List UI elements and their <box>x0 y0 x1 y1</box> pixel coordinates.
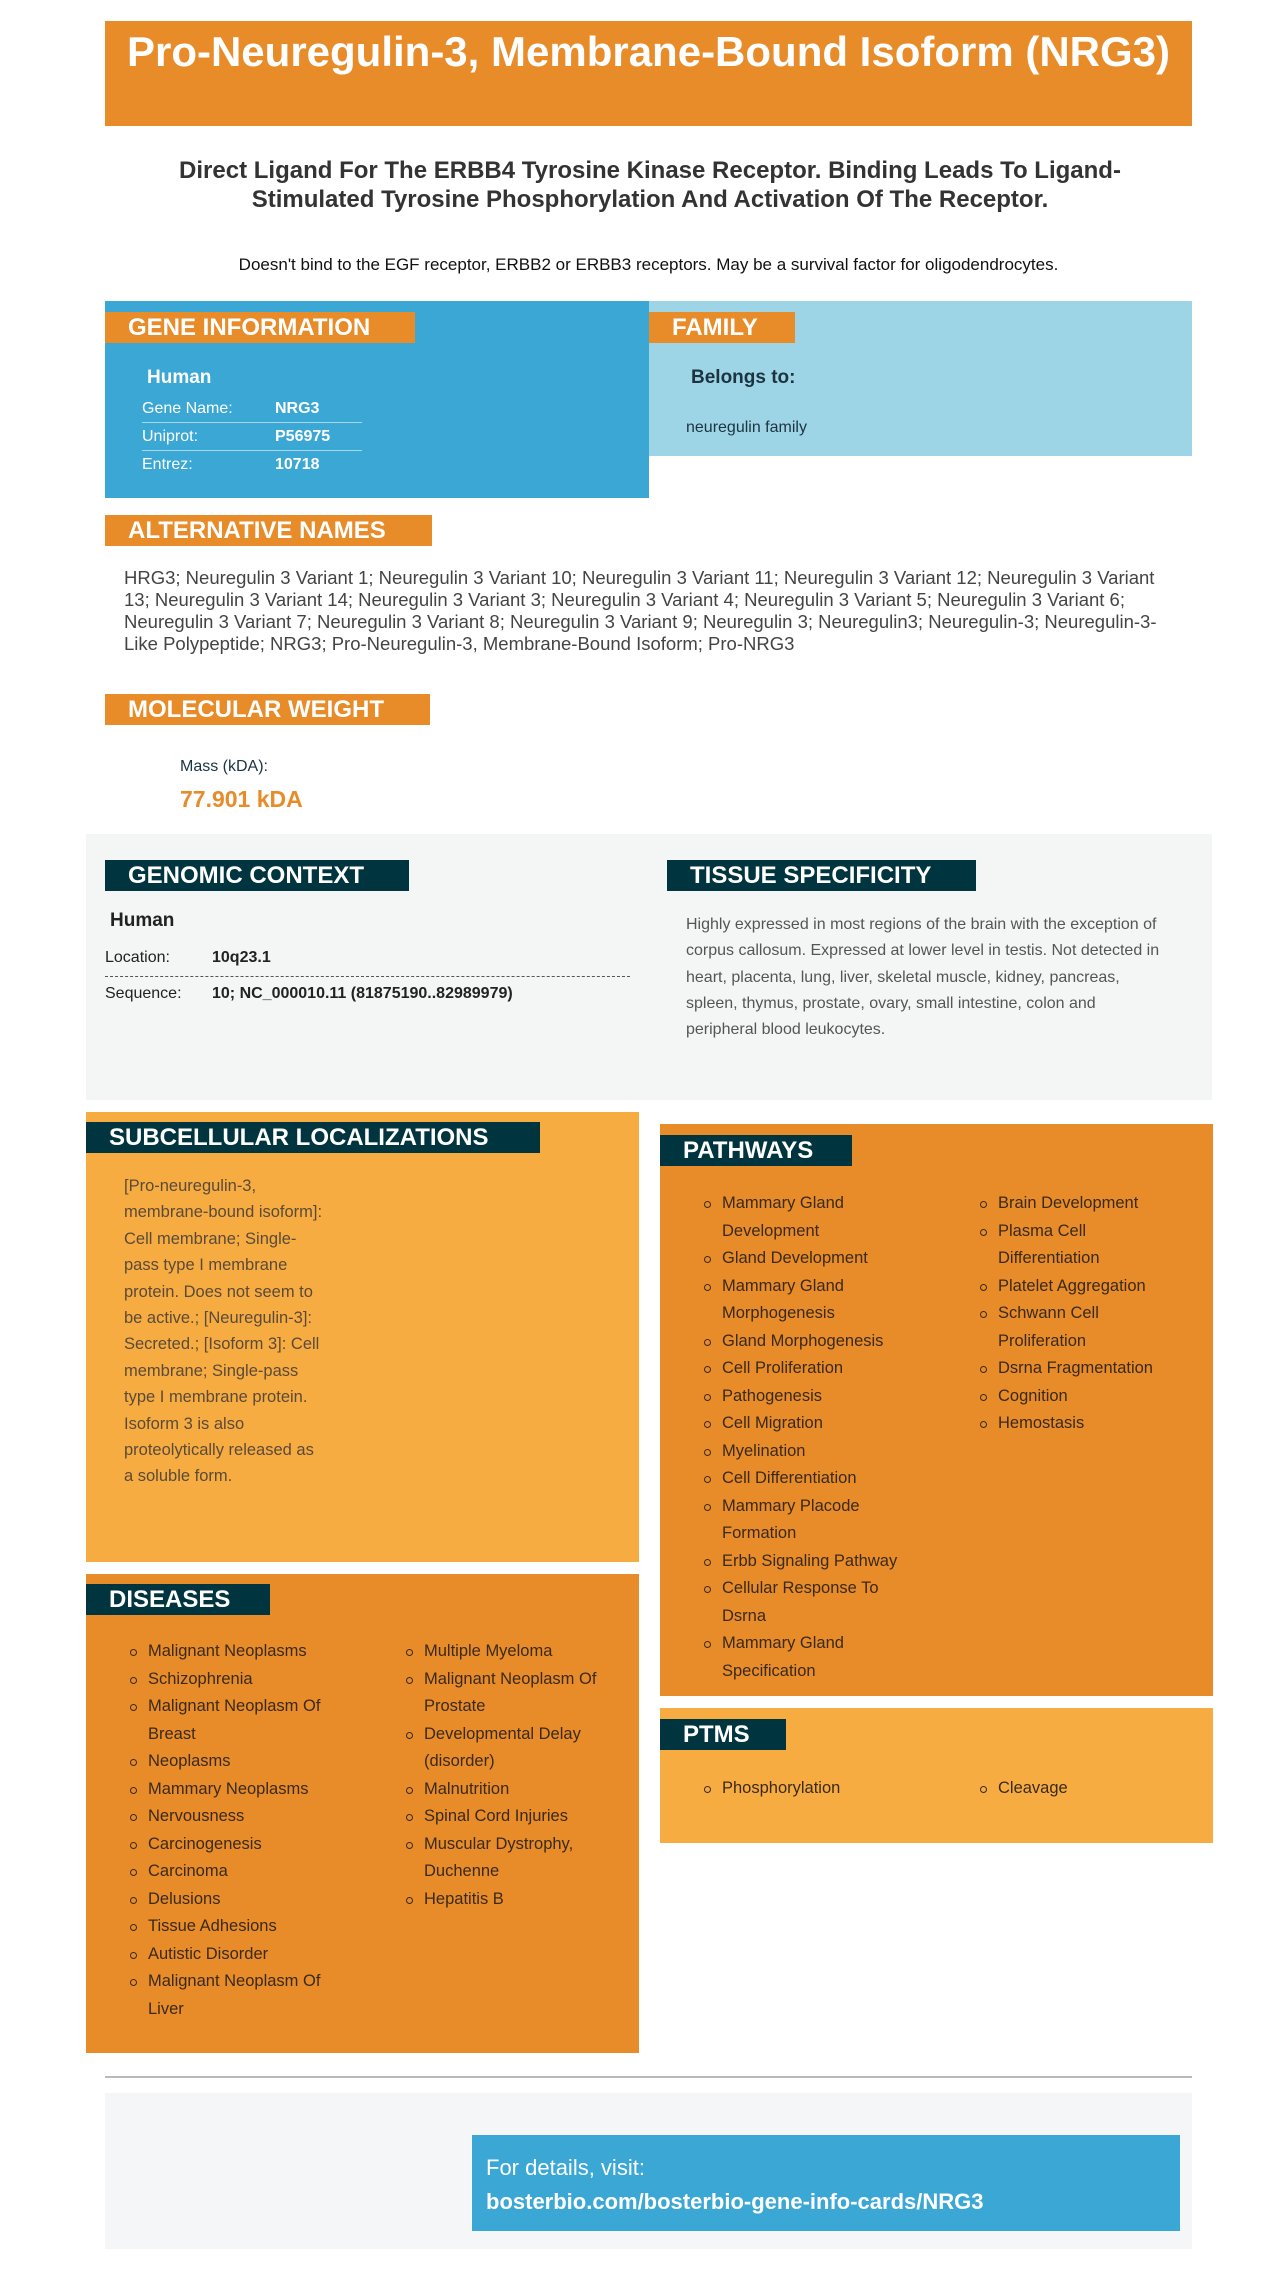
ptms-heading: PTMS <box>660 1719 786 1750</box>
gene-information-heading: GENE INFORMATION <box>105 312 415 343</box>
pathway-item: Gland Morphogenesis <box>704 1328 914 1356</box>
disease-item: Carcinogenesis <box>130 1831 350 1859</box>
disease-item: Tissue Adhesions <box>130 1913 350 1941</box>
pathway-item: Mammary Gland Development <box>704 1190 914 1245</box>
disease-item: Neoplasms <box>130 1748 350 1776</box>
family-panel <box>649 301 1192 456</box>
entrez-row <box>142 451 362 479</box>
sequence-value: 10; NC_000010.11 (81875190..82989979) <box>212 985 513 1002</box>
diseases-list-right <box>406 1638 616 1913</box>
disease-item: Mammary Neoplasms <box>130 1776 350 1804</box>
disease-item: Nervousness <box>130 1803 350 1831</box>
mass-value: 77.901 kDA <box>180 786 303 812</box>
disease-item: Carcinoma <box>130 1858 350 1886</box>
disease-item: Schizophrenia <box>130 1666 350 1694</box>
molecular-weight-heading: MOLECULAR WEIGHT <box>105 694 430 725</box>
pathway-item: Mammary Placode Formation <box>704 1493 914 1548</box>
disease-item: Malignant Neoplasm Of Breast <box>130 1693 350 1748</box>
pathway-item: Platelet Aggregation <box>980 1273 1180 1301</box>
pathway-item: Plasma Cell Differentiation <box>980 1218 1180 1273</box>
diseases-heading: DISEASES <box>86 1584 270 1615</box>
genomic-context-heading: GENOMIC CONTEXT <box>105 860 409 891</box>
genomic-species: Human <box>110 910 175 931</box>
pathway-item: Mammary Gland Morphogenesis <box>704 1273 914 1328</box>
alternative-names-text: HRG3; Neuregulin 3 Variant 1; Neuregulin 3 Variant 10; Neuregulin 3 Variant 11; Neuregulin 3 Variant 12; Neuregulin 3 Variant 13; Neuregulin 3 Variant 14; Neuregulin 3 Variant 3; Neuregulin 3 Variant 4; Neuregulin 3 Variant 5; Neuregulin 3 Variant 6; Neuregulin 3 Variant 7; Neuregulin 3 Variant 8; Neuregulin 3 Variant 9; Neuregulin 3; Neuregulin3; Neuregulin-3; Neuregulin-3-Like Polypeptide; NRG3; Pro-Neuregulin-3, Membrane-Bound Isoform; Pro-NRG3 <box>124 567 1157 654</box>
tissue-specificity-heading: TISSUE SPECIFICITY <box>667 860 976 891</box>
pathways-list-left <box>704 1190 914 1685</box>
ptm-item: Cleavage <box>980 1775 1180 1803</box>
disease-item: Spinal Cord Injuries <box>406 1803 616 1831</box>
gene-information-panel <box>105 301 649 498</box>
location-value: 10q23.1 <box>212 949 271 966</box>
pathway-item: Brain Development <box>980 1190 1180 1218</box>
uniprot-row <box>142 423 362 451</box>
pathway-item: Erbb Signaling Pathway <box>704 1548 914 1576</box>
uniprot-value: P56975 <box>275 428 331 445</box>
details-link-box[interactable] <box>472 2135 1180 2231</box>
pathway-item: Cellular Response To Dsrna <box>704 1575 914 1630</box>
pathway-item: Cell Migration <box>704 1410 914 1438</box>
pathway-item: Pathogenesis <box>704 1383 914 1411</box>
subcellular-text: [Pro-neuregulin-3, membrane-bound isoform]: Cell membrane; Single-pass type I membrane protein. Does not seem to be active.; [Neuregulin-3]: Secreted.; [Isoform 3]: Cell membrane; Single-pass type I membrane protein. Isoform 3 is also proteolytically released as a soluble form. <box>124 1177 323 1486</box>
location-row <box>105 941 630 977</box>
mass-label: Mass (kDA): <box>180 758 268 775</box>
tissue-specificity-text: Highly expressed in most regions of the brain with the exception of corpus callosum. Expressed at lower level in testis. Not detected in heart, placenta, lung, liver, skeletal muscle, kidney, pancreas, spleen, thymus, prostate, ovary, small intestine, colon and peripheral blood leukocytes. <box>686 916 1160 1039</box>
pathway-item: Myelination <box>704 1438 914 1466</box>
ptms-list-left <box>704 1775 914 1803</box>
pathway-item: Mammary Gland Specification <box>704 1630 914 1685</box>
disease-item: Multiple Myeloma <box>406 1638 616 1666</box>
ptm-item: Phosphorylation <box>704 1775 914 1803</box>
disease-item: Muscular Dystrophy, Duchenne <box>406 1831 616 1886</box>
pathway-item: Dsrna Fragmentation <box>980 1355 1180 1383</box>
entrez-label: Entrez: <box>142 456 193 473</box>
disease-item: Autistic Disorder <box>130 1941 350 1969</box>
subcellular-heading: SUBCELLULAR LOCALIZATIONS <box>86 1122 540 1153</box>
disease-item: Delusions <box>130 1886 350 1914</box>
family-heading: FAMILY <box>649 312 795 343</box>
disease-item: Malignant Neoplasms <box>130 1638 350 1666</box>
ptms-list-right <box>980 1775 1180 1803</box>
gene-name-row <box>142 395 362 423</box>
sequence-row <box>105 977 630 1013</box>
pathways-list-right <box>980 1190 1180 1438</box>
pathway-item: Hemostasis <box>980 1410 1180 1438</box>
gene-name-value: NRG3 <box>275 400 320 417</box>
disease-item: Hepatitis B <box>406 1886 616 1914</box>
family-value: neuregulin family <box>686 419 807 436</box>
pathway-item: Schwann Cell Proliferation <box>980 1300 1180 1355</box>
gene-name-label: Gene Name: <box>142 400 233 417</box>
details-label: For details, visit: <box>486 2155 645 2180</box>
pathway-item: Gland Development <box>704 1245 914 1273</box>
alternative-names-heading: ALTERNATIVE NAMES <box>105 515 432 546</box>
belongs-to-label: Belongs to: <box>691 367 796 388</box>
disease-item: Malnutrition <box>406 1776 616 1804</box>
entrez-value: 10718 <box>275 456 320 473</box>
disease-item: Developmental Delay (disorder) <box>406 1721 616 1776</box>
footer-divider <box>105 2076 1192 2078</box>
function-summary: Direct Ligand For The ERBB4 Tyrosine Kinase Receptor. Binding Leads To Ligand-Stimulated Tyrosine Phosphorylation And Activation Of The Receptor. <box>179 157 1121 213</box>
details-url-link[interactable]: bosterbio.com/bosterbio-gene-info-cards/NRG3 <box>486 2189 984 2214</box>
disease-item: Malignant Neoplasm Of Prostate <box>406 1666 616 1721</box>
disease-item: Malignant Neoplasm Of Liver <box>130 1968 350 2023</box>
function-note: Doesn't bind to the EGF receptor, ERBB2 or ERBB3 receptors. May be a survival factor for oligodendrocytes. <box>238 255 1059 274</box>
uniprot-label: Uniprot: <box>142 428 199 445</box>
pathways-heading: PATHWAYS <box>660 1135 852 1166</box>
location-label: Location: <box>105 949 170 966</box>
diseases-list-left <box>130 1638 350 2023</box>
pathway-item: Cell Proliferation <box>704 1355 914 1383</box>
gene-species: Human <box>147 367 212 388</box>
pathway-item: Cell Differentiation <box>704 1465 914 1493</box>
page-title: Pro-Neuregulin-3, Membrane-Bound Isoform (NRG3) <box>105 21 1192 126</box>
sequence-label: Sequence: <box>105 985 182 1002</box>
pathway-item: Cognition <box>980 1383 1180 1411</box>
